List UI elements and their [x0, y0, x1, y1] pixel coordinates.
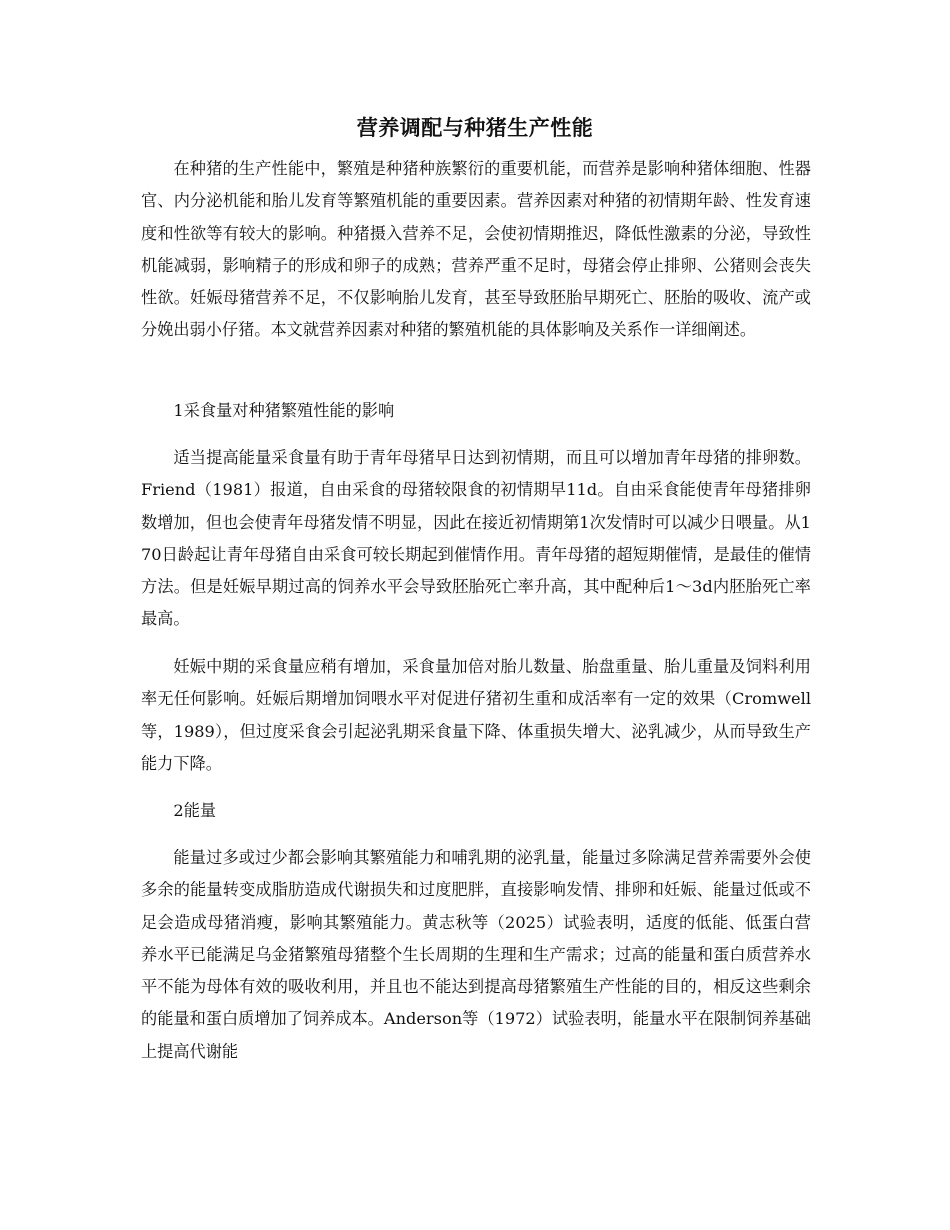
paragraph-feed-intake: 适当提高能量采食量有助于青年母猪早日达到初情期，而且可以增加青年母猪的排卵数。Friend（1981）报道，自由采食的母猪较限食的初情期早11d。自由采食能使青年母猪排卵数增加，但也会使青年母猪发情不明显，因此在接近初情期第1次发情时可以减少日喂量。从170日龄起让青年母猪自由采食可较长期起到催情作用。青年母猪的超短期催情，是最佳的催情方法。但是妊娠早期过高的饲养水平会导致胚胎死亡率升高，其中配种后1～3d内胚胎死亡率最高。: [141, 448, 811, 629]
paragraph-block-2: [141, 442, 811, 636]
paragraph-mid-gestation: 妊娠中期的采食量应稍有增加，采食量加倍对胎儿数量、胎盘重量、胎儿重量及饲料利用率无任何影响。妊娠后期增加饲喂水平对促进仔猪初生重和成活率有一定的效果（Cromwell等，1989），但过度采食会引起泌乳期采食量下降、体重损失增大、泌乳减少，从而导致生产能力下降。: [141, 657, 811, 773]
section-heading-block-1: [141, 395, 811, 427]
section-heading-energy: 2能量: [173, 801, 217, 820]
paragraph-intro: 在种猪的生产性能中，繁殖是种猪种族繁衍的重要机能，而营养是影响种猪体细胞、性器官、内分泌机能和胎儿发育等繁殖机能的重要因素。营养因素对种猪的初情期年龄、性发育速度和性欲等有较大的影响。种猪摄入营养不足，会使初情期推迟，降低性激素的分泌，导致性机能减弱，影响精子的形成和卵子的成熟；营养严重不足时，母猪会停止排卵、公猪则会丧失性欲。妊娠母猪营养不足，不仅影响胎儿发育，甚至导致胚胎早期死亡、胚胎的吸收、流产或分娩出弱小仔猪。本文就营养因素对种猪的繁殖机能的具体影响及关系作一详细阐述。: [141, 159, 811, 340]
paragraph-block-4: [141, 842, 811, 1068]
section-heading-block-2: [141, 795, 811, 827]
paragraph-block-3: [141, 651, 811, 780]
document-title: 营养调配与种猪生产性能: [356, 115, 594, 140]
paragraph-block-1: [141, 153, 811, 347]
section-heading-feed-intake: 1采食量对种猪繁殖性能的影响: [173, 401, 395, 420]
paragraph-energy: 能量过多或过少都会影响其繁殖能力和哺乳期的泌乳量，能量过多除满足营养需要外会使多余的能量转变成脂肪造成代谢损失和过度肥胖，直接影响发情、排卵和妊娠、能量过低或不足会造成母猪消瘦，影响其繁殖能力。黄志秋等（2025）试验表明，适度的低能、低蛋白营养水平已能满足乌金猪繁殖母猪整个生长周期的生理和生产需求；过高的能量和蛋白质营养水平不能为母体有效的吸收利用，并且也不能达到提高母猪繁殖生产性能的目的，相反这些剩余的能量和蛋白质增加了饲养成本。Anderson等（1972）试验表明，能量水平在限制饲养基础上提高代谢能: [141, 848, 811, 1061]
